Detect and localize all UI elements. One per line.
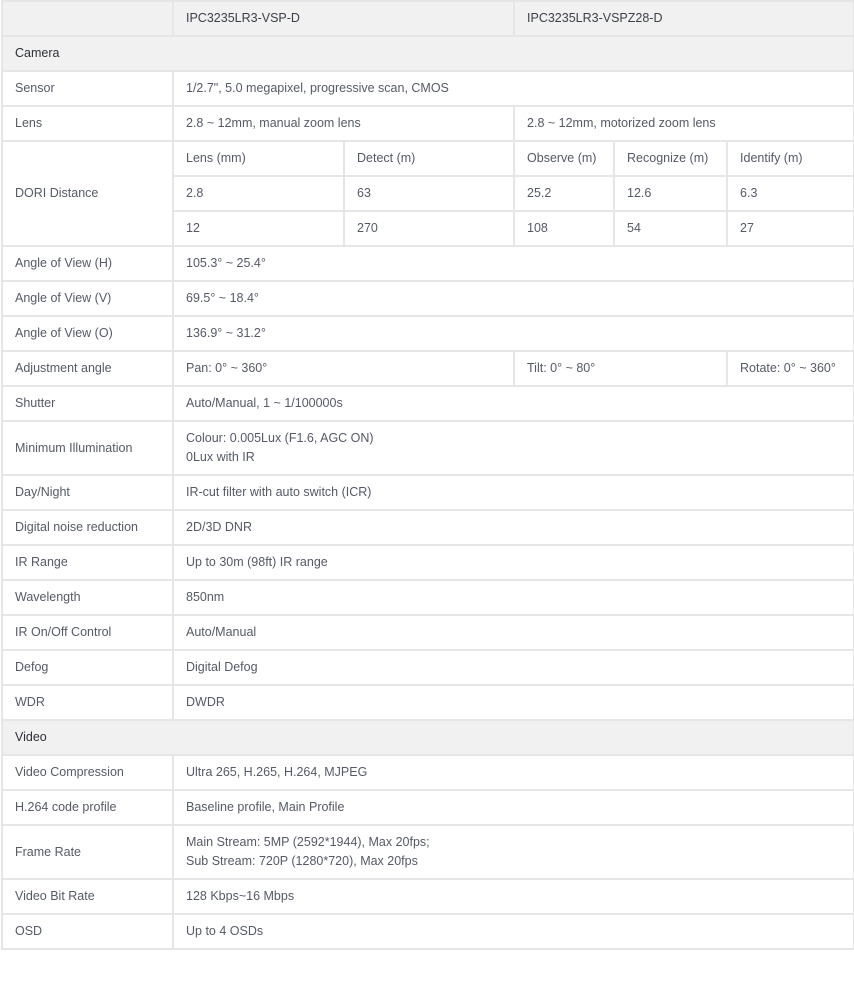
dori-cell: 270: [344, 211, 514, 246]
value-line-2: Sub Stream: 720P (1280*720), Max 20fps: [186, 854, 418, 868]
row-value: [173, 825, 854, 879]
table-row-sensor: [2, 71, 854, 106]
spec-table: [1, 0, 854, 950]
table-row-aov-v: [2, 281, 854, 316]
row-value: 136.9° ~ 31.2°: [173, 316, 854, 351]
row-value: Up to 4 OSDs: [173, 914, 854, 949]
dori-cell: 63: [344, 176, 514, 211]
row-label: Defog: [2, 650, 173, 685]
table-row-osd: [2, 914, 854, 949]
row-label: Digital noise reduction: [2, 510, 173, 545]
dori-cell: 108: [514, 211, 614, 246]
table-header-row: [2, 1, 854, 36]
model-a-header: IPC3235LR3-VSP-D: [173, 1, 514, 36]
row-value: Digital Defog: [173, 650, 854, 685]
dori-cell: 2.8: [173, 176, 344, 211]
dori-cell: 54: [614, 211, 727, 246]
table-row-ir-control: [2, 615, 854, 650]
row-label: Video Compression: [2, 755, 173, 790]
row-value: Up to 30m (98ft) IR range: [173, 545, 854, 580]
table-row-day-night: [2, 475, 854, 510]
table-row-dnr: [2, 510, 854, 545]
table-row-bit-rate: [2, 879, 854, 914]
row-label: WDR: [2, 685, 173, 720]
adjust-rotate: Rotate: 0° ~ 360°: [727, 351, 854, 386]
dori-cell: 12: [173, 211, 344, 246]
row-value: 2D/3D DNR: [173, 510, 854, 545]
row-value: Auto/Manual, 1 ~ 1/100000s: [173, 386, 854, 421]
table-row-wavelength: [2, 580, 854, 615]
row-label: DORI Distance: [2, 141, 173, 246]
section-video: [2, 720, 854, 755]
row-value-model-b: 2.8 ~ 12mm, motorized zoom lens: [514, 106, 854, 141]
table-row-adjustment: [2, 351, 854, 386]
row-label: Wavelength: [2, 580, 173, 615]
row-value: 105.3° ~ 25.4°: [173, 246, 854, 281]
row-value: 1/2.7", 5.0 megapixel, progressive scan, CMOS: [173, 71, 854, 106]
value-line-2: 0Lux with IR: [186, 450, 255, 464]
row-label: Video Bit Rate: [2, 879, 173, 914]
row-value: 128 Kbps~16 Mbps: [173, 879, 854, 914]
value-line-1: Colour: 0.005Lux (F1.6, AGC ON): [186, 431, 374, 445]
table-row-aov-h: [2, 246, 854, 281]
table-row-wdr: [2, 685, 854, 720]
row-value: Baseline profile, Main Profile: [173, 790, 854, 825]
row-value: 69.5° ~ 18.4°: [173, 281, 854, 316]
section-title-camera: Camera: [2, 36, 854, 71]
table-row-ir-range: [2, 545, 854, 580]
row-value: IR-cut filter with auto switch (ICR): [173, 475, 854, 510]
row-label: Angle of View (H): [2, 246, 173, 281]
dori-col-observe: Observe (m): [514, 141, 614, 176]
table-row-min-illumination: [2, 421, 854, 475]
dori-col-detect: Detect (m): [344, 141, 514, 176]
row-label: Adjustment angle: [2, 351, 173, 386]
dori-col-lens: Lens (mm): [173, 141, 344, 176]
section-camera: [2, 36, 854, 71]
table-row-aov-o: [2, 316, 854, 351]
dori-col-identify: Identify (m): [727, 141, 854, 176]
table-row-lens: [2, 106, 854, 141]
row-label: OSD: [2, 914, 173, 949]
dori-cell: 6.3: [727, 176, 854, 211]
table-row-defog: [2, 650, 854, 685]
row-value: [173, 421, 854, 475]
table-row-shutter: [2, 386, 854, 421]
adjust-pan: Pan: 0° ~ 360°: [173, 351, 514, 386]
dori-cell: 27: [727, 211, 854, 246]
row-label: IR Range: [2, 545, 173, 580]
row-label: IR On/Off Control: [2, 615, 173, 650]
table-row-frame-rate: [2, 825, 854, 879]
row-value: DWDR: [173, 685, 854, 720]
row-label: Shutter: [2, 386, 173, 421]
dori-cell: 25.2: [514, 176, 614, 211]
row-value: Auto/Manual: [173, 615, 854, 650]
table-row-video-compression: [2, 755, 854, 790]
value-line-1: Main Stream: 5MP (2592*1944), Max 20fps;: [186, 835, 430, 849]
section-title-video: Video: [2, 720, 854, 755]
header-empty-cell: [2, 1, 173, 36]
row-label: Lens: [2, 106, 173, 141]
row-label: Frame Rate: [2, 825, 173, 879]
table-row-dori-header: [2, 141, 854, 176]
model-b-header: IPC3235LR3-VSPZ28-D: [514, 1, 854, 36]
dori-col-recognize: Recognize (m): [614, 141, 727, 176]
row-label: Minimum Illumination: [2, 421, 173, 475]
table-row-h264-profile: [2, 790, 854, 825]
row-value-model-a: 2.8 ~ 12mm, manual zoom lens: [173, 106, 514, 141]
row-label: Sensor: [2, 71, 173, 106]
row-value: Ultra 265, H.265, H.264, MJPEG: [173, 755, 854, 790]
adjust-tilt: Tilt: 0° ~ 80°: [514, 351, 727, 386]
row-label: Angle of View (O): [2, 316, 173, 351]
row-value: 850nm: [173, 580, 854, 615]
dori-cell: 12.6: [614, 176, 727, 211]
row-label: H.264 code profile: [2, 790, 173, 825]
row-label: Day/Night: [2, 475, 173, 510]
row-label: Angle of View (V): [2, 281, 173, 316]
